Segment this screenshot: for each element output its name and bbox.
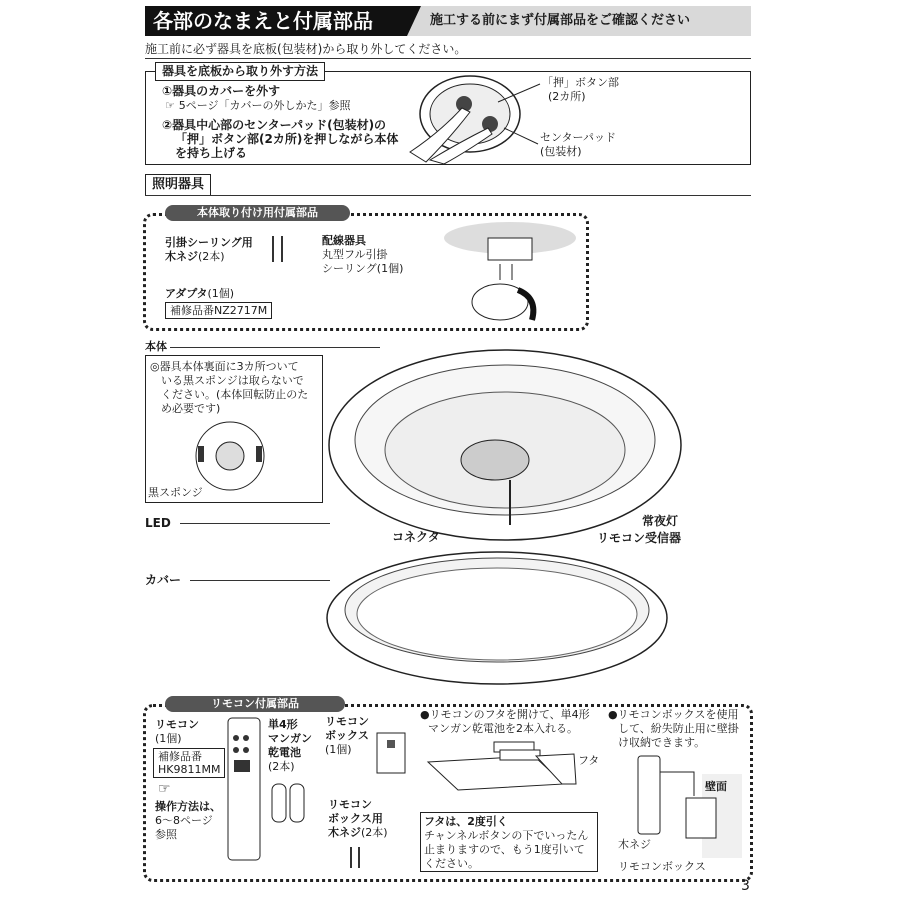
box-1: リモコン (325, 715, 369, 728)
boxscrew-2: ボックス用 (328, 812, 383, 825)
box-note-2: して、紛失防止用に壁掛 (618, 722, 739, 735)
sponge-note-1: ◎器具本体裏面に3カ所ついて (150, 360, 299, 373)
step1-title: ①器具のカバーを外す (162, 84, 281, 98)
remote-title: リモコン (155, 718, 199, 731)
wiring-line2: シーリング(1個) (322, 262, 404, 275)
remote-repair-1: 補修品番 (158, 750, 202, 763)
step2-line2: 「押」ボタン部(2カ所)を押しながら本体 (175, 132, 399, 146)
operation-3: 参照 (155, 828, 177, 841)
cover-leader (190, 580, 330, 581)
battery-note-2: マンガン乾電池を2本入れる。 (428, 722, 578, 735)
battery-2: マンガン (268, 732, 312, 745)
cover-label: カバー (145, 573, 182, 587)
screw-qty: (2本) (198, 250, 225, 263)
screw-label: 木ネジ (618, 838, 651, 851)
sponge-note-3: ください。(本体回転防止のた (161, 388, 309, 401)
pull-2: 止まりますので、もう1度引いて (424, 843, 585, 856)
removal-heading: 器具を底板から取り外す方法 (155, 62, 325, 81)
battery-1: 単4形 (268, 718, 298, 731)
adapter-title: アダプタ (165, 287, 208, 300)
screw-label-row (165, 250, 225, 263)
wood-screw-icon (268, 234, 288, 264)
step2-line3: を持ち上げる (175, 146, 248, 160)
fixture-body-illustration (325, 340, 685, 550)
sponge-illustration (192, 418, 272, 493)
remote-parts-pill: リモコン付属部品 (165, 696, 345, 712)
adapter-qty: (1個) (207, 287, 235, 300)
page-subtitle: 施工する前にまず付属部品をご確認ください (430, 13, 691, 28)
push-callout-2: (2カ所) (548, 90, 586, 103)
remote-control-illustration (226, 716, 262, 862)
led-label: LED (145, 516, 171, 530)
remote-repair-box (153, 748, 225, 778)
remote-qty: (1個) (155, 732, 182, 745)
operation-2: 6～8ページ (155, 814, 213, 827)
divider (145, 195, 751, 196)
intro-text: 施工前に必ず器具を底板(包装材)から取り外してください。 (145, 42, 467, 56)
remote-box-illustration (374, 730, 410, 776)
step1-ref: 5ページ「カバーの外しかた」参照 (178, 99, 351, 112)
adapter-repair-no: 補修品番NZ2717M (165, 302, 272, 319)
boxscrew-3: 木ネジ (328, 826, 361, 839)
receiver-label: リモコン受信器 (597, 531, 682, 545)
adapter-row (165, 287, 234, 300)
boxscrew-1: リモコン (328, 798, 372, 811)
lid-label: フタ (578, 754, 600, 767)
mount-parts-pill: 本体取り付け用付属部品 (165, 205, 350, 221)
box-2: ボックス (325, 729, 369, 742)
pad-callout-2: (包装材) (540, 145, 582, 158)
screw-label-1: 引掛シーリング用 (165, 236, 253, 249)
battery-insert-illustration (424, 740, 594, 810)
ceiling-fixture-illustration (440, 220, 580, 326)
divider (145, 58, 751, 59)
step1-ref-row (165, 98, 350, 113)
box-qty: (1個) (325, 743, 352, 756)
battery-qty: (2本) (268, 760, 295, 773)
operation-1: 操作方法は、 (155, 800, 221, 813)
cover-illustration (325, 548, 675, 688)
push-callout-1: 「押」ボタン部 (542, 76, 619, 89)
boxscrew-row (328, 826, 388, 839)
wall-label: 壁面 (705, 780, 727, 793)
sponge-note-4: め必要です) (161, 402, 221, 415)
wiring-line1: 丸型フル引掛 (322, 248, 388, 261)
hand-pointer-icon: ☞ (165, 99, 175, 112)
page-title: 各部のなまえと付属部品 (145, 6, 407, 36)
remote-repair-2: HK9811MM (158, 763, 221, 776)
box-note-3: け収納できます。 (618, 736, 706, 749)
battery-note-1: ●リモコンのフタを開けて、単4形 (420, 708, 590, 721)
pad-callout-1: センターパッド (540, 131, 617, 144)
sponge-note-2: いる黒スポンジは取らないで (161, 374, 304, 387)
sponge-label: 黒スポンジ (148, 486, 203, 499)
page-number: 3 (741, 878, 750, 894)
lighting-heading: 照明器具 (145, 174, 211, 196)
connector-label: コネクタ (392, 530, 440, 544)
removal-heading-wrap (155, 62, 325, 81)
battery-icon (270, 780, 310, 825)
pull-3: ください。 (424, 857, 479, 870)
pull-title: フタは、2度引く (424, 815, 508, 828)
boxscrew-qty: (2本) (361, 826, 388, 839)
battery-3: 乾電池 (268, 746, 301, 759)
led-leader (180, 523, 330, 524)
pull-1: チャンネルボタンの下でいったん (424, 829, 589, 842)
screw-label-2: 木ネジ (165, 250, 198, 263)
wood-screw-icon (346, 846, 366, 870)
box-note-1: ●リモコンボックスを使用 (608, 708, 739, 721)
hand-pointer-icon: ☞ (158, 781, 171, 797)
remote-box-label: リモコンボックス (618, 860, 706, 873)
wiring-title: 配線器具 (322, 234, 366, 247)
nightlight-label: 常夜灯 (642, 514, 679, 528)
step2-line1: ②器具中心部のセンターパッド(包装材)の (162, 118, 387, 132)
body-label: 本体 (145, 340, 167, 353)
